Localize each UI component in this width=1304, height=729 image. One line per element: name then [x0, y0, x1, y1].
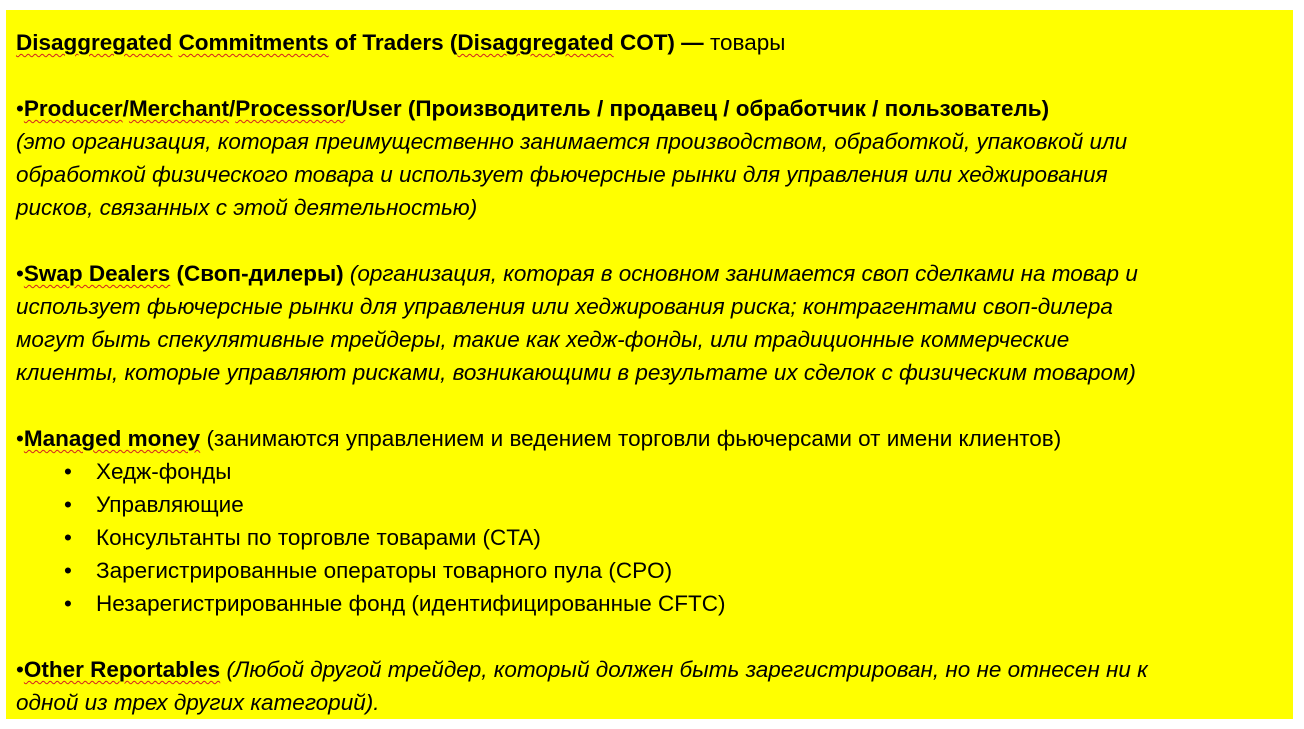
other-description-line: одной из трех других категорий).: [16, 690, 380, 715]
swap-description-line: клиенты, которые управляют рисками, возникающими в результате их сделок с физическим товаром): [16, 360, 1136, 385]
list-item: [16, 587, 1293, 620]
bullet: •: [16, 657, 24, 682]
producer-description-line: (это организация, которая преимущественно занимается производством, обработкой, упаковкой или: [16, 129, 1128, 154]
title-word-disaggregated-2: Disaggregated: [457, 30, 614, 55]
list-item-text: Зарегистрированные операторы товарного пула (CPO): [96, 558, 673, 583]
yellow-text-panel: [6, 10, 1293, 719]
swap-description-line: (организация, которая в основном занимается своп сделками на товар и: [343, 261, 1138, 286]
swap-heading: [16, 257, 1293, 290]
list-item: [16, 521, 1293, 554]
list-item-text: Хедж-фонды: [96, 459, 232, 484]
swap-description-line: использует фьючерсные рынки для управления или хеджирования риска; контрагентами своп-дилера: [16, 294, 1113, 319]
bullet: •: [16, 96, 24, 121]
sub-bullet: •: [64, 591, 72, 616]
producer-description-line: обработкой физического товара и использует фьючерсные рынки для управления или хеджирования: [16, 162, 1108, 187]
other-term: Other Reportables: [23, 657, 221, 682]
spacer: [16, 224, 1293, 257]
processor-term: Processor: [235, 96, 346, 121]
list-item: [16, 455, 1293, 488]
producer-term: Producer: [23, 96, 123, 121]
list-item-text: Незарегистрированные фонд (идентифицированные CFTC): [96, 591, 726, 616]
spacer: [16, 59, 1293, 92]
sub-bullet: •: [64, 459, 72, 484]
spacer: [16, 389, 1293, 422]
producer-description-line: рисков, связанных с этой деятельностью): [16, 195, 478, 220]
producer-heading: •Producer/Merchant/Processor/User (Производитель / продавец / обработчик / пользователь): [16, 96, 1050, 121]
managed-sub-list: [16, 455, 1293, 620]
title: Disaggregated Commitments of Traders (Disaggregated COT) — товары: [16, 30, 786, 55]
list-item: [16, 554, 1293, 587]
bullet: •: [16, 261, 24, 286]
user-term: /User (Производитель / продавец / обработчик / пользователь): [345, 96, 1050, 121]
sub-bullet: •: [64, 525, 72, 550]
spacer: [16, 620, 1293, 653]
sub-bullet: •: [64, 558, 72, 583]
swap-term: Swap Dealers: [23, 261, 171, 286]
managed-term: Managed money: [23, 426, 201, 451]
swap-description-line: могут быть спекулятивные трейдеры, такие как хедж-фонды, или традиционные коммерческие: [16, 327, 1070, 352]
bullet: •: [16, 426, 24, 451]
sub-bullet: •: [64, 492, 72, 517]
title-word-disaggregated: Disaggregated: [16, 30, 173, 55]
managed-heading: [16, 422, 1293, 455]
list-item-text: Консультанты по торговле товарами (CTA): [96, 525, 541, 550]
title-suffix: товары: [709, 30, 786, 55]
merchant-term: Merchant: [128, 96, 229, 121]
title-word-commitments: Commitments: [178, 30, 329, 55]
swap-term-translation: (Своп-дилеры): [170, 261, 344, 286]
list-item-text: Управляющие: [96, 492, 244, 517]
list-item: [16, 488, 1293, 521]
other-heading: [16, 653, 1293, 686]
other-description-line: (Любой другой трейдер, который должен быть зарегистрирован, но не отнесен ни к: [220, 657, 1148, 682]
managed-description: (занимаются управлением и ведением торговли фьючерсами от имени клиентов): [200, 426, 1062, 451]
